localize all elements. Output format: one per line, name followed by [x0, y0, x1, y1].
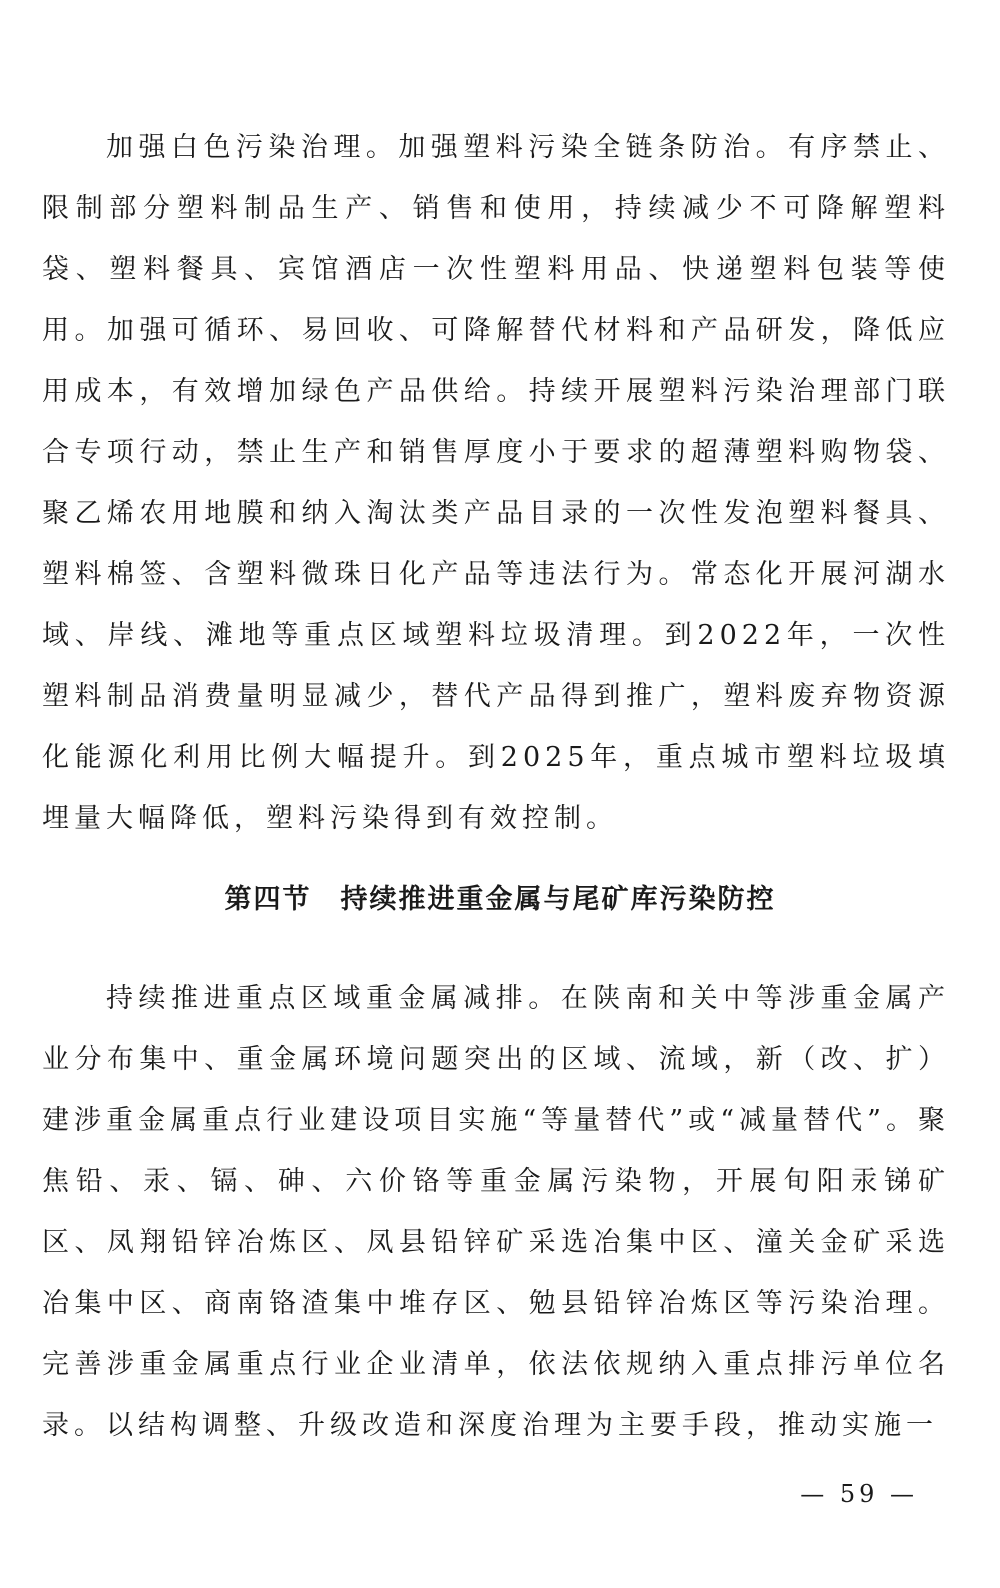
section-heading: 第四节 持续推进重金属与尾矿库污染防控	[224, 884, 776, 915]
paragraph-white-pollution: 加强白色污染治理。加强塑料污染全链条防治。有序禁止、限制部分塑料制品生产、销售和使用，持续减少不可降解塑料袋、塑料餐具、宾馆酒店一次性塑料用品、快递塑料包装等使用。加强可循环、易回收、可降解替代材料和产品研发，降低应用成本，有效增加绿色产品供给。持续开展塑料污染治理部门联合专项行动，禁止生产和销售厚度小于要求的超薄塑料购物袋、聚乙烯农用地膜和纳入淘汰类产品目录的一次性发泡塑料餐具、塑料棉签、含塑料微珠日化产品等违法行为。常态化开展河湖水域、岸线、滩地等重点区域塑料垃圾清理。到2022年，一次性塑料制品消费量明显减少，替代产品得到推广，塑料废弃物资源化能源化利用比例大幅提升。到2025年，重点城市塑料垃圾填埋量大幅降低，塑料污染得到有效控制。	[42, 132, 950, 834]
page-number: — 59 —	[800, 1480, 918, 1508]
paragraph-heavy-metal: 持续推进重点区域重金属减排。在陕南和关中等涉重金属产业分布集中、重金属环境问题突出的区域、流域，新（改、扩）建涉重金属重点行业建设项目实施“等量替代”或“减量替代”。聚焦铅、汞、镉、砷、六价铬等重金属污染物，开展旬阳汞锑矿区、凤翔铅锌冶炼区、凤县铅锌矿采选冶集中区、潼关金矿采选冶集中区、商南铬渣集中堆存区、勉县铅锌冶炼区等污染治理。完善涉重金属重点行业企业清单，依法依规纳入重点排污单位名录。以结构调整、升级改造和深度治理为主要手段，推动实施一	[42, 983, 950, 1441]
